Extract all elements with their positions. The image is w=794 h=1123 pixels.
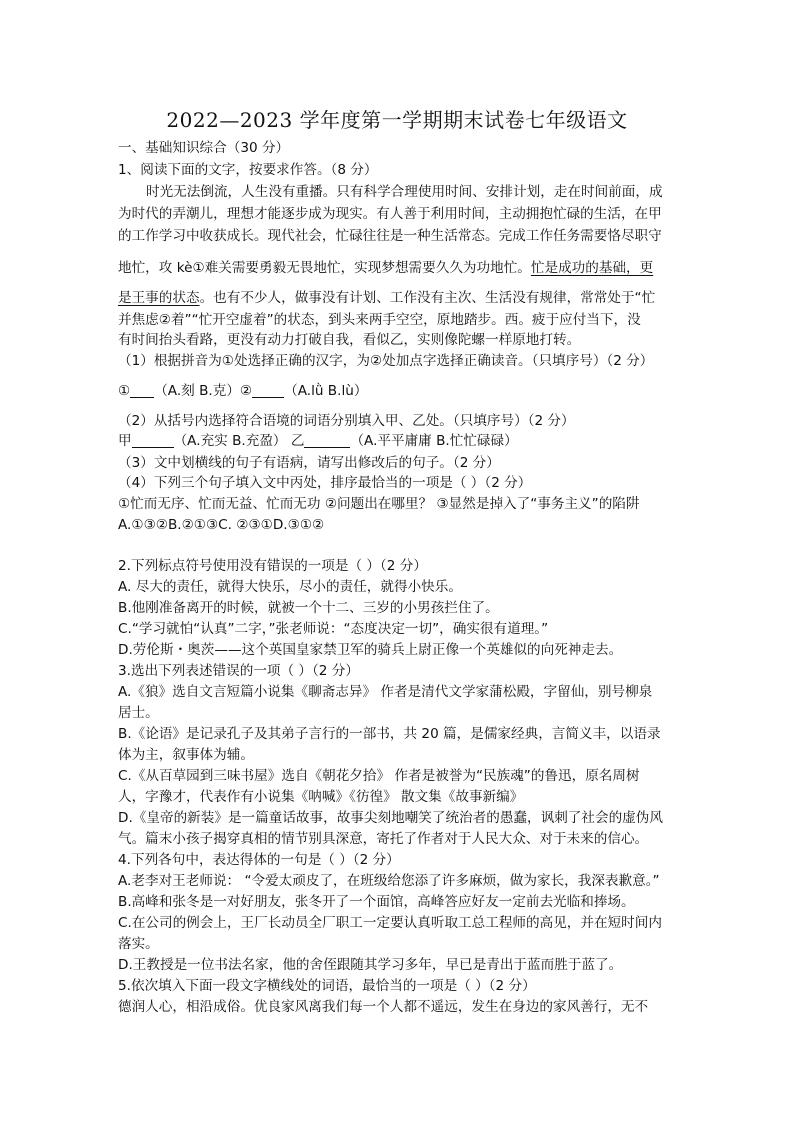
- underlined-sentence: 是王事的状态: [118, 290, 200, 306]
- option-line: C.《从百草园到三味书屋》选自《朝花夕拾》 作者是被誉为“民族魂”的鲁迅，原名周树: [118, 768, 640, 784]
- answer-blank[interactable]: [130, 383, 154, 398]
- option-line: B.《论语》是记录孔子及其弟子言行的一部书，共 20 篇，是儒家经典，言简义丰，以语录: [118, 726, 661, 742]
- subquestion-4: （4）下列三个句子填入文中丙处，排序最恰当的一项是（ ）（2 分）: [118, 475, 532, 491]
- exam-title: 2022—2023 学年度第一学期期末试卷七年级语文: [166, 108, 628, 132]
- option-line: 人，字豫才，代表作有小说集《呐喊》《彷徨》 散文集《故事新编》: [118, 789, 524, 805]
- passage-line: [118, 258, 653, 278]
- subquestion-2-answer: [118, 431, 518, 451]
- option-line: 居士。: [118, 705, 159, 721]
- blank-label: 甲: [118, 433, 132, 449]
- underlined-sentence: 忙是成功的基础，更: [530, 260, 654, 276]
- passage-line: [118, 288, 655, 308]
- subquestion-4-sentences: ①忙而无序、忙而无益、忙而无功 ②问题出在哪里？ ③显然是掉入了“事务主义”的陷阱: [118, 496, 640, 512]
- option-line: D.劳伦斯・奥茨——这个英国皇家禁卫军的骑兵上尉正像一个英雄似的向死神走去。: [118, 642, 623, 658]
- question-1-stem: 1、阅读下面的文字，按要求作答。（8 分）: [118, 162, 378, 178]
- subquestion-1: （1）根据拼音为①处选择正确的汉字，为②处加点字选择正确读音。（只填序号）（2 分）: [118, 353, 654, 369]
- passage-line: 的工作学习中收获成长。现代社会，忙碌往往是一种生活常态。完成工作任务需要恪尽职守: [118, 228, 662, 244]
- section-heading: 一、基础知识综合（30 分）: [118, 140, 290, 156]
- passage-text: 。也有不少人，做事没有计划、工作没有主次、生活没有规律，常常处于“忙: [199, 290, 656, 306]
- subquestion-2: （2）从括号内选择符合语境的词语分别填入甲、乙处。（只填序号）（2 分）: [118, 413, 575, 429]
- answer-blank[interactable]: [304, 433, 350, 448]
- question-2-stem: 2.下列标点符号使用没有错误的一项是（ ）（2 分）: [118, 558, 427, 574]
- blank-label: ①: [118, 383, 131, 399]
- choice-text: （A.充实 B.充盈） 乙: [173, 433, 305, 449]
- passage-line: 有时间抬头看路，更没有动力打破自我，看似乙，实则像陀螺一样原地打转。: [118, 332, 581, 348]
- option-line: A.老李对王老师说： “令爱太顽皮了，在班级给您添了许多麻烦，做为家长，我深表歉意。”: [118, 873, 660, 889]
- option-line: D.《皇帝的新装》是一篇童话故事，故事尖刻地嘲笑了统治者的愚蠢，讽刺了社会的虚伪风: [118, 810, 663, 826]
- option-line: D.王教授是一位书法名家，他的舍侄跟随其学习多年，早已是青出于蓝而胜于蓝了。: [118, 957, 623, 973]
- choice-text: （A.刻 B.克）②: [154, 383, 253, 399]
- passage-line: 并焦虑②着”“忙开空虚着”的状态，到头来两手空空，原地踏步。西。疲于应付当下，没: [118, 312, 641, 328]
- option-line: B.高峰和张冬是一对好朋友，张冬开了一个面馆，高峰答应好友一定前去光临和捧场。: [118, 894, 635, 910]
- option-line: A.《狼》选自文言短篇小说集《聊斋志异》 作者是清代文学家蒲松殿，字留仙，别号柳泉: [118, 684, 653, 700]
- subquestion-4-options: A.①③②B.②①③C. ②③①D.③①②: [118, 517, 325, 533]
- passage-line: 为时代的弄潮儿，理想才能逐步成为现实。有人善于利用时间，主动拥抱忙碌的生活，在甲: [118, 206, 662, 222]
- option-line: C.“学习就怕“认真”二字，”张老师说：“态度决定一切”，确实很有道理。”: [118, 621, 549, 637]
- option-line: 体为主，叙事体为辅。: [118, 747, 254, 763]
- option-line: C.在公司的例会上，王厂长动员全厂职工一定要认真听取工总工程师的高见，并在短时间内: [118, 915, 662, 931]
- choice-text: （A.平平庸庸 B.忙忙碌碌）: [350, 433, 518, 449]
- answer-blank[interactable]: [132, 433, 174, 448]
- choice-text: （A.lǜ B.lù）: [284, 383, 368, 399]
- question-5-stem: 5.依次填入下面一段文字横线处的词语，最恰当的一项是（ ）（2 分）: [118, 978, 536, 994]
- option-line: 落实。: [118, 936, 159, 952]
- subquestion-1-answer: [118, 381, 367, 401]
- passage-line: 德润人心，相沿成俗。优良家风离我们每一个人都不遥远，发生在身边的家风善行，无不: [118, 999, 649, 1015]
- option-line: B.他刚准备离开的时候，就被一个十二、三岁的小男孩拦住了。: [118, 600, 499, 616]
- passage-line: 时光无法倒流，人生没有重播。只有科学合理使用时间、安排计划，走在时间前面，成: [146, 184, 663, 200]
- passage-text: 地忙，攻 kè①难关需要勇毅无畏地忙，实现梦想需要久久为功地忙。: [118, 260, 531, 276]
- option-line: A. 尽大的责任，就得大快乐，尽小的责任，就得小快乐。: [118, 579, 462, 595]
- subquestion-3: （3）文中划横线的句子有语病，请写出修改后的句子。（2 分）: [118, 455, 500, 471]
- option-line: 气。篇末小孩子揭穿真相的情节别具深意，寄托了作者对于人民大众、对于未来的信心。: [118, 831, 649, 847]
- question-3-stem: 3.选出下列表述错误的一项（ ）（2 分）: [118, 663, 359, 679]
- answer-blank[interactable]: [252, 383, 284, 398]
- question-4-stem: 4.下列各句中，表达得体的一句是（ ）（2 分）: [118, 852, 400, 868]
